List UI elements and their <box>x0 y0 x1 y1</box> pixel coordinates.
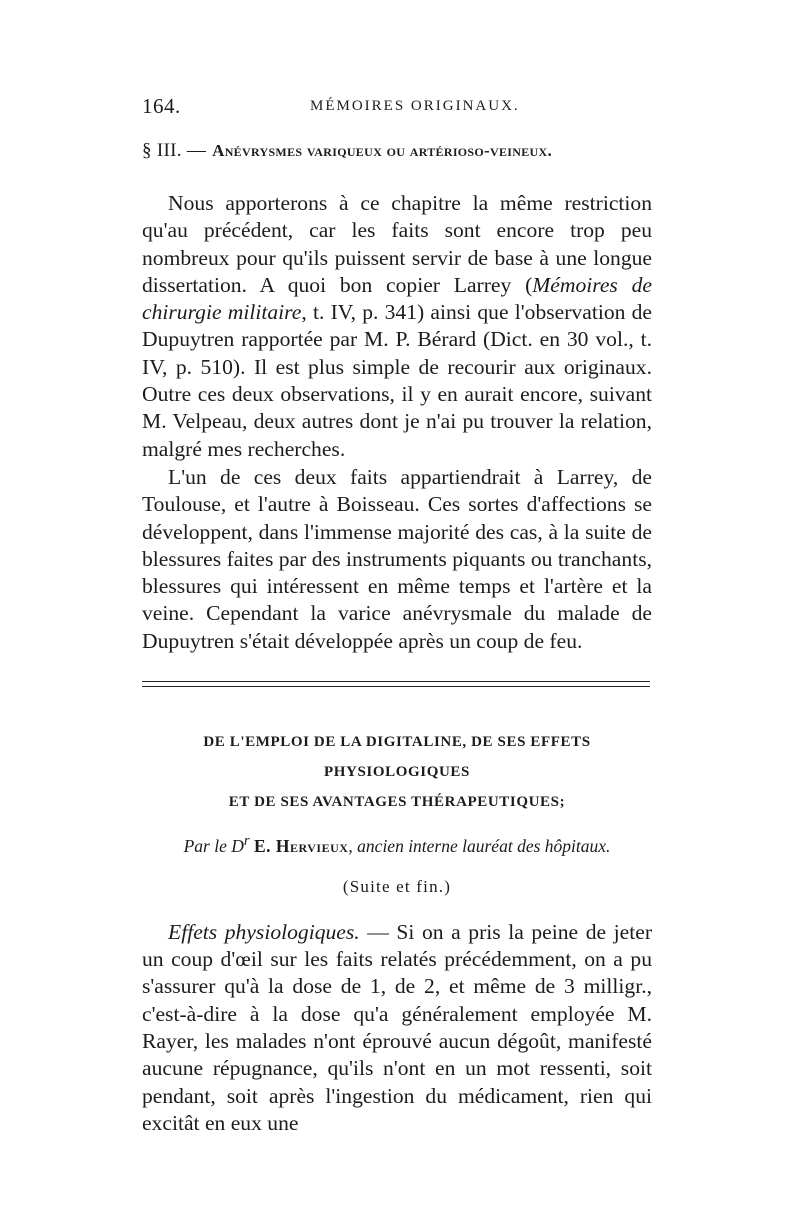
paragraph-2: L'un de ces deux faits appartiendrait à Larrey, de Toulouse, et l'autre à Boisseau. Ces sortes d'affections se développent, dans l'immense majorité des cas, à la suite de blessures faites par des instruments piquants ou tranchants, blessures qui intéressent en même temps et l'artère et la veine. Cependant la varice anévrysmale du malade de Dupuytren s'était développée après un coup de feu. <box>142 464 652 653</box>
section-heading <box>142 140 652 162</box>
article-title-line-1: DE L'EMPLOI DE LA DIGITALINE, DE SES EFFETS PHYSIOLOGIQUES <box>203 734 591 781</box>
paragraph-3-text: — Si on a pris la peine de jeter un coup d'œil sur les faits relatés précédemment, on a pu s'assurer qu'à la dose de 1, de 2, et même de 3 milligr., c'est-à-dire à la dose qu'a généralement employée M. Rayer, les malades n'ont éprouvé aucun dégoût, manifesté aucune répugnance, qu'ils n'ont en un mot ressenti, soit pendant, soit après l'ingestion du médicament, rien qui excitât en eux une <box>142 919 653 1135</box>
author-prefix: Par le D <box>183 835 244 856</box>
page-number: 164. <box>142 94 181 118</box>
author-prefix-sup: r <box>243 833 250 850</box>
section-number: § III. — <box>142 140 207 161</box>
author-name: E. Hervieux <box>253 835 349 856</box>
author-line <box>142 833 652 857</box>
citation-italic: Mémoires de chirurgie militaire <box>142 272 652 325</box>
separator-double-rule <box>142 681 652 689</box>
page <box>142 92 652 1137</box>
article-title-line-2: ET DE SES AVANTAGES THÉRAPEUTIQUES; <box>228 794 566 811</box>
article-title <box>142 727 652 817</box>
running-title: MÉMOIRES ORIGINAUX. <box>310 98 520 114</box>
rule-bottom <box>142 686 650 687</box>
paragraph-1-part1: Nous apporterons à ce chapitre la même restriction qu'au précédent, car les faits sont encore trop peu nombreux pour qu'ils puissent servir de base à une longue dissertation. A quoi bon copier Larrey ( <box>142 191 652 297</box>
paragraph-3 <box>142 919 652 1137</box>
paragraph-1 <box>142 190 652 463</box>
author-suffix: , ancien interne lauréat des hôpitaux. <box>348 835 611 856</box>
continuation-note: (Suite et fin.) <box>342 876 452 896</box>
paragraph-3-lead-in: Effets physiologiques. <box>168 919 360 944</box>
section-title: Anévrysmes variqueux ou artérioso-veineux. <box>212 141 552 160</box>
running-head <box>142 92 652 126</box>
paragraph-1-part2: , t. IV, p. 341) ainsi que l'observation de Dupuytren rapportée par M. P. Bérard (Dict. en 30 vol., t. IV, p. 510). Il est plus simple de recourir aux originaux. Outre ces deux observations, il y en aurait encore, suivant M. Velpeau, deux autres dont je n'ai pu trouver la relation, malgré mes recherches. <box>142 300 652 461</box>
rule-top <box>142 681 650 682</box>
